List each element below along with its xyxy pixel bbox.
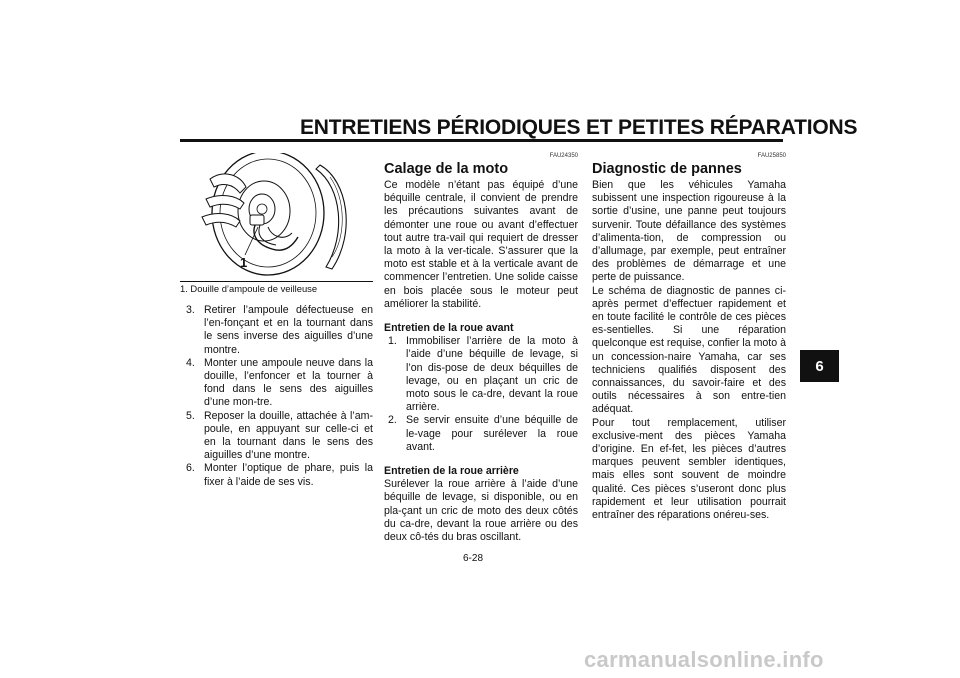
diagnostic-paragraph-3: Pour tout remplacement, utiliser exclusive-ment des pièces Yamaha d’origine. En ef-fet, les pièces d’autres marques peuvent sembler identiques, mais elles sont souvent de moindre qualité. Ces pièces s’useront donc plus rapidement et leur utilisation pourrait entraîner des réparations onéreu-ses. — [592, 416, 786, 522]
bulb-replacement-steps — [180, 304, 373, 489]
subheading-rear-wheel: Entretien de la roue arrière — [384, 465, 519, 478]
chapter-tab: 6 — [800, 350, 839, 382]
rear-wheel-text: Surélever la roue arrière à l’aide d’une béquille de levage, si disponible, ou en pla-çant un cric de moto des deux côtés du ca-dre, devant la roue arrière ou des deux cô-tés du bras oscillant. — [384, 478, 578, 544]
figure-caption: 1. Douille d’ampoule de veilleuse — [180, 283, 318, 294]
diagnostic-paragraph-1: Bien que les véhicules Yamaha subissent une inspection rigoureuse à la sortie d’usine, une panne peut toujours survenir. Toute défaillance des systèmes d’alimenta-tion, de compression ou d’allumage, par exemple, peut entraîner des problèmes de démarrage et une perte de puissance. — [592, 179, 786, 284]
headlight-figure — [180, 153, 373, 281]
headlight-bulb-socket-illustration — [180, 153, 373, 281]
watermark: carmanualsonline.info — [584, 647, 824, 672]
front-wheel-steps — [384, 335, 578, 454]
figure-caption-rule — [180, 281, 373, 282]
page-title: ENTRETIENS PÉRIODIQUES ET PETITES RÉPARATIONS — [300, 116, 858, 139]
column-3 — [592, 153, 786, 522]
section-heading-calage: Calage de la moto — [384, 161, 509, 177]
list-item: 6. Monter l’optique de phare, puis la fixer à l’aide de ses vis. — [186, 462, 373, 488]
list-item: 5. Reposer la douille, attachée à l’am-poule, en appuyant sur celle-ci et en la tournant dans le sens des aiguilles d’une montre. — [186, 409, 373, 462]
title-rule — [180, 139, 783, 142]
figure-callout-1: 1 — [240, 255, 248, 270]
list-item: 1. Immobiliser l’arrière de la moto à l’aide d’une béquille de levage, si l’on dis-pose de deux béquilles de levage, ou en plaçant un cric de moto sous le ca-dre, devant la roue arrière. — [388, 335, 578, 414]
list-item: 2. Se servir ensuite d’une béquille de le-vage pour surélever la roue avant. — [388, 414, 578, 453]
section-code: FAU24350 — [549, 153, 578, 159]
calage-intro: Ce modèle n’étant pas équipé d’une béquille centrale, il convient de prendre les précautions suivantes avant de démonter une roue ou avant d’effectuer tout autre tra-vail qui requiert de dresser la moto à la ver-ticale. S’assurer que la moto est stable et à la verticale avant de commencer l’entretien. Une solide caisse en bois placée sous le moteur peut améliorer la stabilité. — [384, 179, 578, 310]
page-number: 6-28 — [463, 553, 484, 564]
section-heading-diagnostic: Diagnostic de pannes — [592, 161, 742, 177]
diagnostic-paragraph-2: Le schéma de diagnostic de pannes ci-après permet d’effectuer rapidement et en toute facilité le contrôle de ces pièces es-sentielles. Si une réparation quelconque est requise, confier la moto à un concession-naire Yamaha, car ses techniciens qualifiés disposent des connaissances, du savoir-faire et des outils nécessaires à son entre-tien adéquat. — [592, 284, 786, 416]
list-item: 4. Monter une ampoule neuve dans la douille, l’enfoncer et la tourner à fond dans le sens des aiguilles d’une mon-tre. — [186, 356, 373, 409]
section-code: FAU25850 — [757, 153, 786, 159]
column-2 — [384, 153, 578, 544]
column-1 — [180, 153, 373, 489]
subheading-front-wheel: Entretien de la roue avant — [384, 322, 514, 335]
list-item: 3. Retirer l’ampoule défectueuse en l’en-fonçant et en la tournant dans le sens inverse des aiguilles d’une montre. — [186, 304, 373, 356]
